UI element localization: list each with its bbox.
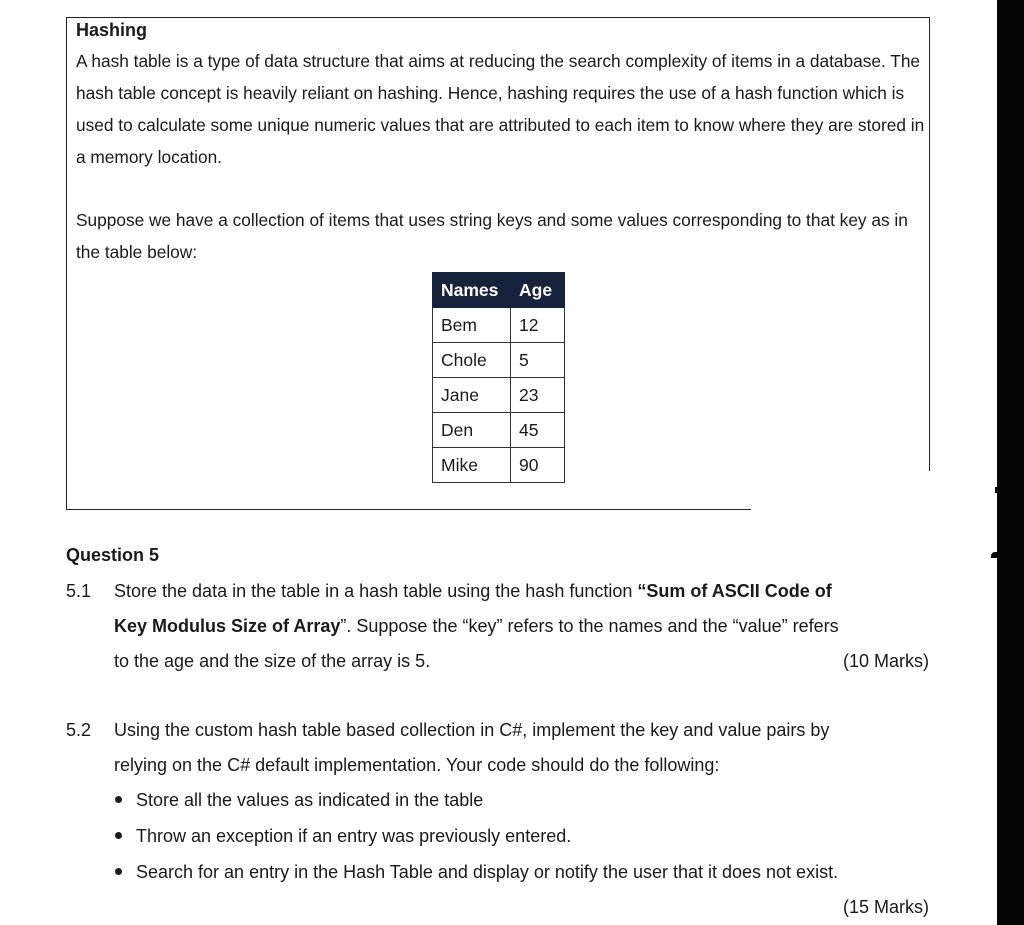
- cell-name: Jane: [433, 378, 511, 413]
- table-row: [433, 448, 565, 483]
- header-names: Names: [433, 273, 511, 308]
- cell-name: Mike: [433, 448, 511, 483]
- section-title: Hashing: [76, 20, 148, 40]
- cell-name: Chole: [433, 343, 511, 378]
- question-5-2-marks: (15 Marks): [842, 897, 929, 917]
- cell-name: Bem: [433, 308, 511, 343]
- question-5-1-line-1: [114, 574, 832, 609]
- q1-line2-bold: Key Modulus Size of Array: [114, 616, 341, 636]
- edge-notch: [995, 487, 999, 493]
- cell-age: 90: [511, 448, 565, 483]
- bullet-icon: [115, 868, 122, 875]
- cell-name: Den: [433, 413, 511, 448]
- question-5-2-line-2: relying on the C# default implementation. Your code should do the following:: [114, 755, 720, 775]
- table-intro-paragraph: Suppose we have a collection of items that uses string keys and some values corresponding to that key as in the table below:: [76, 210, 908, 262]
- box-border-right: [929, 17, 930, 471]
- header-age: Age: [511, 273, 565, 308]
- question-5-1-line-2: [114, 609, 839, 644]
- cell-age: 5: [511, 343, 565, 378]
- table-row: [433, 413, 565, 448]
- bullet-text: Store all the values as indicated in the table: [136, 790, 484, 810]
- cell-age: 23: [511, 378, 565, 413]
- bullet-text: Throw an exception if an entry was previously entered.: [136, 826, 572, 846]
- question-5-2-number: 5.2: [66, 720, 92, 740]
- box-border-bottom: [66, 509, 751, 510]
- table-row: [433, 343, 565, 378]
- question-5-2-line-1: Using the custom hash table based collection in C#, implement the key and value pairs by: [114, 720, 830, 740]
- bullet-text: Search for an entry in the Hash Table and display or notify the user that it does not exist.: [136, 862, 839, 882]
- edge-notch: [991, 552, 999, 558]
- q1-line2-text: ”. Suppose the “key” refers to the names and the “value” refers: [340, 616, 839, 636]
- intro-paragraph: A hash table is a type of data structure that aims at reducing the search complexity of items in a database. The hash table concept is heavily reliant on hashing. Hence, hashing requires the use of a hash function which is used to calculate some unique numeric values that are attributed to each item to know where they are stored in a memory location.: [76, 51, 925, 167]
- cell-age: 12: [511, 308, 565, 343]
- bullet-icon: [115, 796, 122, 803]
- q1-line1-text: Store the data in the table in a hash table using the hash function: [114, 581, 638, 601]
- bullet-item: [114, 862, 838, 883]
- question-5-1-number: 5.1: [66, 581, 92, 601]
- question-title: Question 5: [66, 545, 160, 565]
- page-edge-shadow: [997, 0, 1024, 925]
- question-5-1-line-3: to the age and the size of the array is 5.: [114, 651, 431, 671]
- box-border-left: [66, 17, 67, 510]
- q1-line1-bold: “Sum of ASCII Code of: [637, 581, 832, 601]
- bullet-icon: [115, 832, 122, 839]
- question-5-1-marks: (10 Marks): [842, 651, 929, 671]
- table-row: [433, 308, 565, 343]
- table-row: [433, 378, 565, 413]
- cell-age: 45: [511, 413, 565, 448]
- bullet-item: [114, 826, 571, 847]
- box-border-top: [66, 17, 930, 18]
- table-header-row: [433, 273, 565, 308]
- names-age-table: [432, 272, 565, 483]
- bullet-item: [114, 790, 483, 811]
